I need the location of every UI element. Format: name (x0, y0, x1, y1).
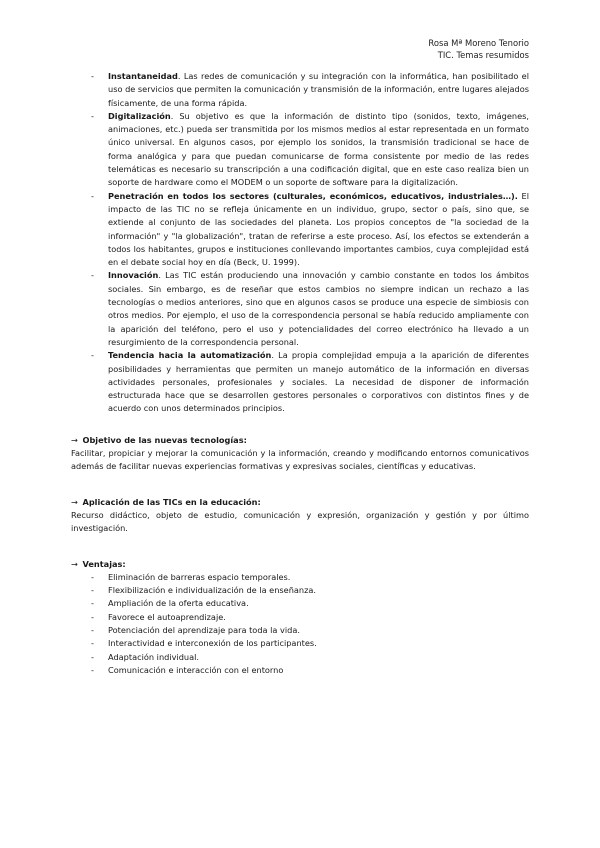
item-text: Las redes de comunicación y su integración con la informática, han posibilitado el uso de servicios que permiten la comunicación y transmisión de la información, entre lugares alejados físicamente, de una forma rápida. (108, 71, 529, 108)
arrow-icon: → (71, 558, 78, 569)
page-header (428, 38, 529, 61)
list-item (71, 70, 529, 110)
item-punct: . (271, 350, 274, 361)
item-text: El impacto de las TIC no se refleja únicamente en un individuo, grupo, sector o país, sino que, se extiende al conjunto de las sociedades del planeta. Los propios conceptos de "la sociedad de la información" y "la globalización", tratan de referirse a este proceso. Así, los efectos se extenderán a todos los habitantes, grupos e instituciones conllevando importantes cambios, cuya complejidad está en el debate social hoy en día (Beck, U. 1999). (108, 190, 529, 268)
list-item (71, 269, 529, 349)
application-title: Aplicación de las TICs en la educación: (82, 496, 261, 507)
item-text: Las TIC están produciendo una innovación y cambio constante en todos los ámbitos sociales. Sin embargo, es de reseñar que estos cambios no siempre indican un rechazo a las tecnologías o medios anteriores, sino que en algunos casos se produce una especie de simbiosis con otros medios. Por ejemplo, el uso de la correspondencia personal se había reducido ampliamente con la aparición del teléfono, pero el uso y potencialidades del correo electrónico ha llevado a un resurgimiento de la correspondencia personal. (108, 270, 529, 347)
advantages-section (71, 558, 529, 678)
item-punct: . (170, 110, 174, 121)
objective-text: Facilitar, propiciar y mejorar la comunicación y la información, creando y modificando entornos comunicativos además de facilitar nuevas experiencias formativas y expresivas sociales, científicas y educativas. (71, 448, 529, 472)
item-punct: . (177, 71, 181, 81)
section-heading (71, 558, 529, 571)
arrow-icon: → (71, 496, 78, 507)
list-item: - Potenciación del aprendizaje para toda la vida. (71, 624, 529, 637)
list-item: - Flexibilización e individualización de la enseñanza. (71, 584, 529, 597)
list-item: - Ampliación de la oferta educativa. (71, 597, 529, 610)
advantages-title: Ventajas: (82, 558, 126, 569)
item-punct: . (158, 270, 161, 281)
application-text: Recurso didáctico, objeto de estudio, comunicación y expresión, organización y gestión y por último investigación. (71, 509, 529, 534)
author-name: Rosa Mª Moreno Tenorio (428, 38, 529, 48)
section-heading (71, 496, 529, 509)
item-term: Digitalización (108, 110, 171, 121)
application-section (71, 496, 529, 536)
advantages-list (71, 571, 529, 677)
list-item: - Adaptación individual. (71, 651, 529, 664)
item-term: Penetración en todos los sectores (culturales, económicos, educativos, industriales…). (108, 190, 518, 201)
list-item (71, 110, 529, 190)
item-term: Innovación (108, 270, 159, 281)
item-text: Su objetivo es que la información de distinto tipo (sonidos, texto, imágenes, animaciones, etc.) pueda ser transmitida por los mismos medios al estar representada en un formato único universal. En algunos casos, por ejemplo los sonidos, la transmisión tradicional se hace de forma analógica y para que puedan comunicarse de forma consistente por medio de las redes telemáticas es necesario su transcripción a una codificación digital, que en este caso realiza bien un soporte de hardware como el MODEM o un soporte de software para la digitalización. (108, 110, 529, 188)
list-item: - Comunicación e interacción con el entorno (71, 664, 529, 677)
list-item: - Interactividad e interconexión de los participantes. (71, 637, 529, 650)
characteristics-list (71, 70, 529, 416)
item-term: Tendencia hacia la automatización (108, 350, 272, 361)
document-subtitle: TIC. Temas resumidos (437, 49, 529, 60)
objective-title: Objetivo de las nuevas tecnologías: (82, 434, 247, 445)
list-item: - Favorece el autoaprendizaje. (71, 611, 529, 624)
item-term: Instantaneidad (108, 71, 178, 81)
section-heading (71, 434, 529, 447)
list-item (71, 349, 529, 415)
list-item: - Eliminación de barreras espacio temporales. (71, 571, 529, 584)
list-item (71, 190, 529, 270)
document-body (71, 70, 529, 677)
objective-section (71, 434, 529, 474)
item-text: La propia complejidad empuja a la aparición de diferentes posibilidades y herramientas que permiten un manejo automático de la información en diversas actividades personales, profesionales y sociales. La necesidad de disponer de información estructurada hace que se desarrollen gestores personales o corporativos con distintos fines y de acuerdo con unos determinados principios. (108, 350, 529, 414)
arrow-icon: → (71, 434, 78, 445)
